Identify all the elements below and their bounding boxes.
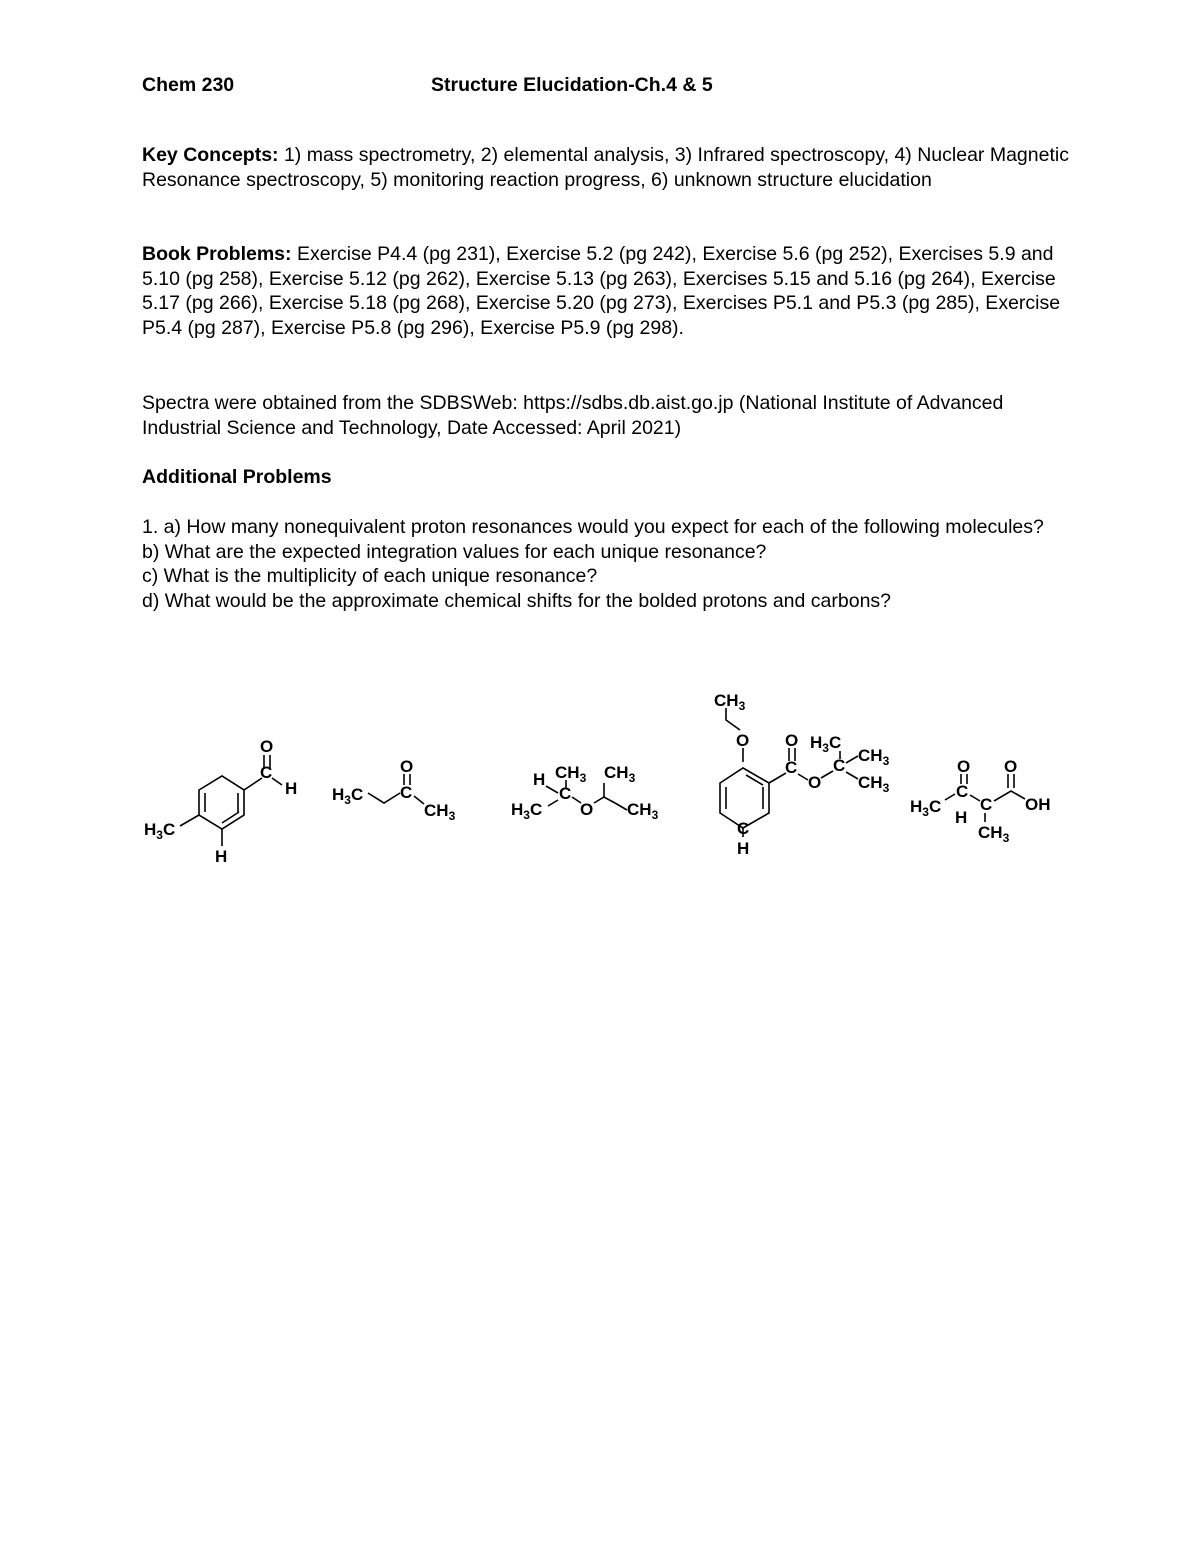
atom-label-CH3: $CH_3$ [604, 763, 636, 785]
atom-label-H3C: $H_3C$ [910, 797, 942, 819]
atom-label-CH3: $CH_3$ [555, 763, 587, 785]
question-1d: d) What would be the approximate chemical shifts for the bolded protons and carbons? [142, 589, 892, 612]
atom-label-H: H [955, 808, 968, 827]
atom-label-CH3: $CH_3$ [714, 691, 746, 713]
bond [272, 778, 282, 785]
atom-label-O: O [260, 737, 274, 756]
molecule-5 [910, 757, 1051, 845]
bond [846, 756, 858, 763]
atom-label-C: C [833, 756, 846, 775]
key-concepts-text: 1) mass spectrometry, 2) elemental analysis, 3) Infrared spectroscopy, 4) Nuclear Magnetic Resonance spectroscopy, 5) monitoring reaction progress, 6) unknown structure elucidation [142, 144, 1069, 191]
bond-chain [994, 791, 1025, 801]
molecule-2 [332, 757, 456, 823]
bond [769, 773, 786, 783]
atom-label-C: C [400, 783, 413, 802]
question-1c: c) What is the multiplicity of each unique resonance? [142, 565, 598, 587]
atom-label-C: C [260, 763, 273, 782]
atom-label-H3C: $H_3C$ [511, 800, 543, 822]
bond [798, 774, 808, 780]
atom-label-H: H [285, 779, 298, 798]
atom-label-H: H [533, 770, 546, 789]
atom-label-C: C [785, 758, 798, 777]
atom-label-C: C [980, 795, 993, 814]
book-problems-label: Book Problems: [142, 243, 292, 265]
atom-label-H: H [215, 847, 228, 866]
ring-double-bond [222, 812, 239, 823]
bond [548, 800, 558, 806]
atom-label-O: O [736, 731, 750, 750]
question-1b: b) What are the expected integration values for each unique resonance? [142, 540, 767, 563]
atom-label-H3C: $H_3C$ [332, 785, 364, 807]
bond [414, 796, 424, 804]
additional-problems-heading: Additional Problems [142, 466, 332, 488]
molecule-3 [511, 763, 659, 822]
molecule-1 [144, 737, 297, 866]
question-1a: 1. a) How many nonequivalent proton resonances would you expect for each of the following molecules? [142, 516, 1044, 538]
atom-label-H3C: $H_3C$ [144, 820, 176, 842]
atom-label-H: H [737, 839, 750, 858]
atom-label-CH3: $CH_3$ [627, 800, 659, 822]
ring-double-bond [746, 775, 763, 785]
bond [615, 803, 627, 810]
atom-label-O: O [400, 757, 414, 776]
atom-label-C: C [956, 782, 969, 801]
molecule-4 [714, 691, 890, 858]
atom-label-O: O [957, 757, 971, 776]
bond [846, 772, 858, 779]
atom-label-O: O [1004, 757, 1018, 776]
bond [821, 771, 833, 778]
atom-label-O: O [580, 800, 594, 819]
bond-chain [594, 797, 615, 803]
atom-label-CH3: $CH_3$ [858, 746, 890, 768]
bond [970, 795, 980, 801]
bond [945, 794, 955, 800]
course-code: Chem 230 [142, 74, 235, 96]
atom-label-O: O [785, 731, 799, 750]
atom-label-C: C [737, 819, 750, 838]
bond [546, 786, 558, 793]
atom-label-OH: OH [1025, 795, 1051, 814]
bond-chain [368, 793, 400, 803]
atom-label-CH3: $CH_3$ [858, 773, 890, 795]
atom-label-C: C [559, 784, 572, 803]
atom-label-CH3: $CH_3$ [978, 823, 1010, 845]
spectra-source-note: Spectra were obtained from the SDBSWeb: https://sdbs.db.aist.go.jp (National Institute of Advanced Industrial Science and Technology, Date Accessed: April 2021) [142, 392, 1004, 439]
document-title: Structure Elucidation-Ch.4 & 5 [431, 74, 713, 96]
bond [180, 815, 199, 826]
book-problems-text: Exercise P4.4 (pg 231), Exercise 5.2 (pg 242), Exercise 5.6 (pg 252), Exercises 5.9 and 5.10 (pg 258), Exercise 5.12 (pg 262), Exercise 5.13 (pg 263), Exercises 5.15 and 5.16 (pg 264), Exercise 5.17 (pg 266), Exercise 5.18 (pg 268), Exercise 5.20 (pg 273), Exercises P5.1 and P5.3 (pg 285), Exercise P5.4 (pg 287), Exercise P5.8 (pg 296), Exercise P5.9 (pg 298). [142, 243, 1061, 339]
atom-label-O: O [808, 773, 822, 792]
atom-label-CH3: $CH_3$ [424, 801, 456, 823]
key-concepts-label: Key Concepts: [142, 144, 279, 166]
atom-label-H3C: $H_3C$ [810, 733, 842, 755]
